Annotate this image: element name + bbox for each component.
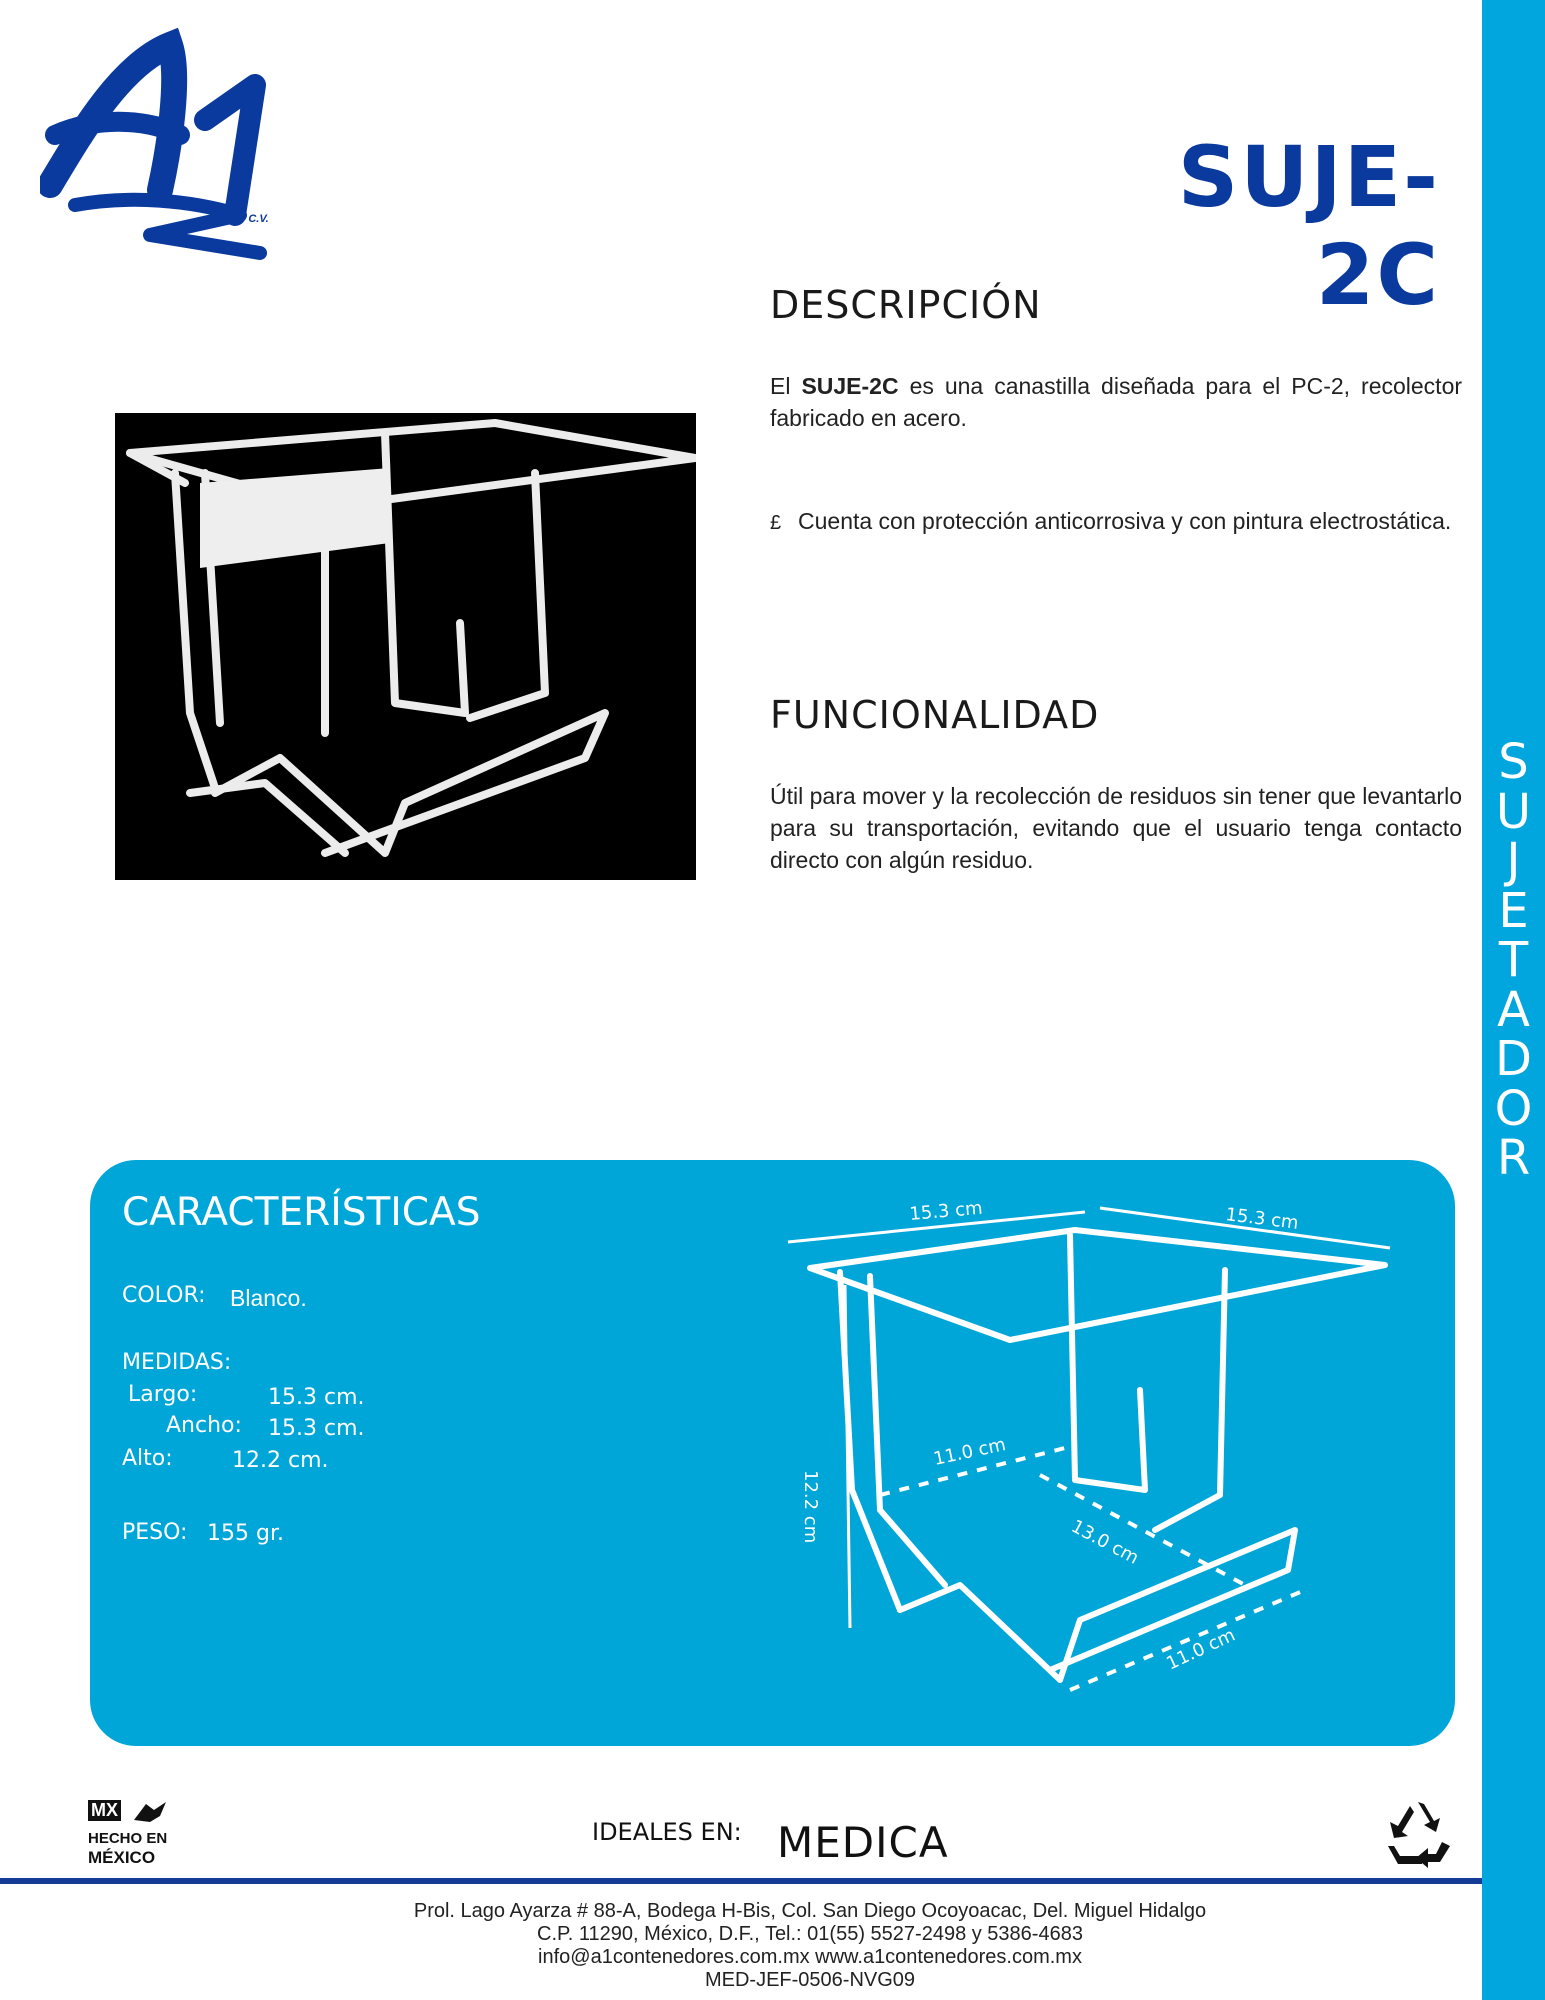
largo-label: Largo:: [128, 1382, 198, 1407]
footer-rule: [0, 1878, 1482, 1884]
description-paragraph: [770, 370, 1462, 434]
address-line1: Prol. Lago Ayarza # 88-A, Bodega H-Bis, Col. San Diego Ocoyoacac, Del. Miguel Hidalgo: [413, 1900, 1207, 1922]
sidebar-letter: U: [1495, 783, 1532, 840]
dim-height: 12.2 cm: [800, 1470, 821, 1544]
footer-address: [360, 1900, 1260, 1992]
color-label: COLOR:: [122, 1283, 206, 1308]
legal-suffix: S.A. de C.V.: [208, 213, 269, 225]
bullet-icon: £: [770, 512, 782, 534]
ancho-value: 15.3 cm.: [268, 1416, 365, 1441]
made-in-line1: HECHO EN: [88, 1830, 168, 1847]
peso-value: 155 gr.: [207, 1521, 284, 1546]
characteristics-heading: CARACTERÍSTICAS: [122, 1190, 481, 1235]
sidebar-vertical-word: [1482, 734, 1545, 1186]
dimension-diagram: [770, 1190, 1410, 1730]
sidebar-letter: D: [1495, 1031, 1532, 1087]
a1-logo-icon: [40, 25, 290, 275]
dim-top-right: 15.3 cm: [1224, 1204, 1300, 1234]
description-rest: es una canastilla diseñada para el PC-2, recolector fabricado en acero.: [770, 373, 1463, 431]
sidebar-letter: S: [1498, 734, 1529, 790]
product-code-title: SUJE-2C: [1177, 128, 1440, 324]
ideal-value: MEDICA: [777, 1818, 949, 1867]
company-logo: [40, 25, 290, 275]
sidebar-letter: O: [1494, 1080, 1533, 1137]
ancho-label: Ancho:: [166, 1413, 242, 1438]
dim-top-left: 15.3 cm: [908, 1197, 984, 1225]
contact-line: info@a1contenedores.com.mx www.a1contenedores.com.mx: [538, 1946, 1082, 1968]
sidebar-letter: T: [1498, 932, 1529, 988]
dim-inner-2: 13.0 cm: [1067, 1515, 1143, 1569]
description-product-code: SUJE-2C: [801, 373, 899, 399]
alto-value: 12.2 cm.: [232, 1448, 329, 1473]
sidebar-letter: R: [1496, 1130, 1531, 1186]
functionality-paragraph: Útil para mover y la recolección de residuos sin tener que levantarlo para su transportación, evitando que el usuario tenga contacto directo con algún residuo.: [770, 783, 1462, 873]
eagle-icon: [132, 1800, 168, 1826]
dim-inner-1: 11.0 cm: [931, 1434, 1008, 1470]
made-in-line2: MÉXICO: [88, 1848, 156, 1867]
color-value: Blanco.: [230, 1285, 307, 1311]
made-in-mexico-badge: [88, 1800, 188, 1870]
peso-label: PESO:: [122, 1520, 188, 1545]
basket-dimension-icon: [770, 1190, 1410, 1730]
ideal-label: IDEALES EN:: [592, 1818, 742, 1846]
dim-inner-3: 11.0 cm: [1163, 1624, 1239, 1675]
address-line2: C.P. 11290, México, D.F., Tel.: 01(55) 5527-2498 y 5386-4683: [537, 1923, 1083, 1945]
sidebar-letter: J: [1506, 833, 1521, 889]
largo-value: 15.3 cm.: [268, 1385, 365, 1410]
description-heading: DESCRIPCIÓN: [770, 283, 1042, 327]
sidebar-letter: E: [1498, 882, 1529, 939]
measures-label: MEDIDAS:: [122, 1350, 232, 1375]
alto-label: Alto:: [122, 1446, 173, 1471]
document-code: MED-JEF-0506-NVG09: [704, 1969, 916, 1991]
functionality-heading: FUNCIONALIDAD: [770, 693, 1100, 737]
wire-basket-image: [115, 413, 696, 880]
recycle-icon: [1380, 1798, 1456, 1870]
bullet-text: Cuenta con protección anticorrosiva y con pintura electrostática.: [798, 508, 1452, 534]
sidebar-letter: A: [1497, 981, 1530, 1038]
description-bullet: [770, 505, 1462, 539]
mx-mark: MX: [88, 1800, 121, 1821]
description-prefix: El: [770, 373, 791, 399]
product-photo: [115, 413, 696, 880]
